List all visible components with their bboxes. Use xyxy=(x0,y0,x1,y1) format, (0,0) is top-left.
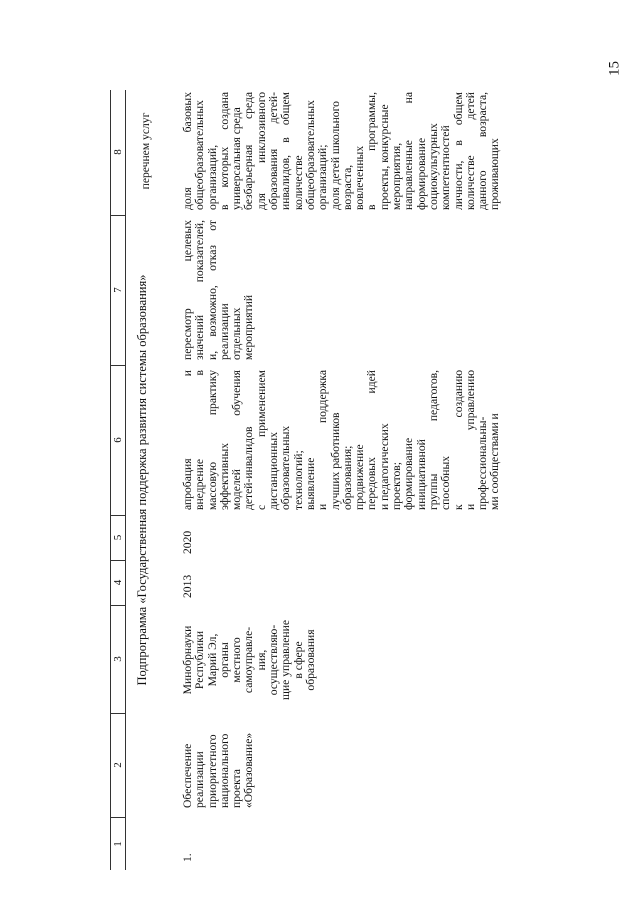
indicator-line: доля детей школьного xyxy=(328,101,342,210)
measure-name-line: «Образование» xyxy=(242,732,256,808)
indicator-line: безбарьерная среда xyxy=(242,92,256,210)
consequences xyxy=(182,220,256,360)
indicators-label: перечнем услуг xyxy=(139,112,152,190)
col-number-7: 7 xyxy=(111,215,125,366)
consequence-line: реализации xyxy=(217,303,231,360)
result-line: профессиональны- xyxy=(476,416,490,510)
indicator-line: мероприятия, xyxy=(390,142,404,210)
col-number-2: 2 xyxy=(111,713,125,818)
subprogram-title: Подпрограмма «Государственная поддержка развития системы образования» xyxy=(135,274,149,686)
indicators xyxy=(182,92,502,210)
indicator-line: доля базовых xyxy=(181,92,194,210)
indicator-line: проекты, конкурсные xyxy=(377,104,391,210)
measure-name-line: проекта xyxy=(230,769,244,808)
executor-line: образования xyxy=(303,629,317,691)
executor-line: Минобрнауки xyxy=(181,625,194,695)
executor-line: в сфере xyxy=(291,641,305,679)
executor-line: органы xyxy=(217,642,231,678)
indicator-line: возраста, xyxy=(340,164,354,210)
indicator-line: количестве детей xyxy=(463,92,477,210)
result-line: и поддержка xyxy=(316,370,330,510)
result-line: моделей обучения xyxy=(230,370,244,510)
executor-line: Республики xyxy=(193,630,207,690)
consequence-line: отдельных xyxy=(230,307,244,360)
indicator-line: организаций, xyxy=(205,144,219,210)
result-line: проектов; xyxy=(390,462,404,510)
result-line: технологий; xyxy=(291,450,305,510)
indicator-line: личности, в общем xyxy=(451,92,465,210)
executor-line: ния, xyxy=(254,649,268,671)
page-number: 15 xyxy=(606,61,623,76)
indicator-line: образования детей- xyxy=(267,92,281,210)
result-line: способных xyxy=(439,455,453,510)
indicator-line: организаций; xyxy=(316,144,330,210)
result-line: передовых идей xyxy=(365,370,379,510)
measure-name xyxy=(182,716,256,808)
row-number: 1. xyxy=(181,853,194,862)
indicator-line: общеобразовательных xyxy=(303,100,317,210)
consequence-line: и, возможно, отказ от xyxy=(205,220,219,360)
indicator-line: направленные на xyxy=(402,92,416,210)
result-line: ми сообществами и xyxy=(488,413,502,510)
executor xyxy=(182,610,317,710)
indicator-line: вовлеченных xyxy=(353,145,367,210)
col-number-8: 8 xyxy=(111,89,125,216)
result-line: и управлению xyxy=(463,370,477,510)
executor-line: осуществляю- xyxy=(267,624,281,696)
result-line: группы педагогов, xyxy=(426,370,440,510)
result-line: внедрение в xyxy=(193,370,207,510)
result-line: массовую практику xyxy=(205,370,219,510)
indicator-line: компетентностей xyxy=(439,125,453,210)
result-line: образования; xyxy=(340,445,354,510)
result-line: образовательных xyxy=(279,425,293,510)
indicator-line: проживающих xyxy=(488,138,502,210)
indicator-line: общеобразовательных xyxy=(193,100,207,210)
result-line: выявление xyxy=(303,457,317,510)
expected-result xyxy=(182,370,502,510)
executor-line: щие управление xyxy=(279,620,293,700)
indicator-line: количестве xyxy=(291,155,305,210)
rotated-table xyxy=(110,90,620,870)
result-line: апробация и xyxy=(181,370,194,510)
result-line: инициативной xyxy=(414,439,428,510)
result-line: продвижение xyxy=(353,444,367,510)
measure-name-line: Обеспечение xyxy=(181,743,194,808)
result-line: к созданию xyxy=(451,370,465,510)
result-line: лучших работников xyxy=(328,412,342,510)
result-line: эффективных xyxy=(217,442,231,510)
indicator-line: для инклюзивного xyxy=(254,92,268,210)
result-line: и педагогических xyxy=(377,423,391,510)
executor-line: Марий Эл, xyxy=(205,633,219,687)
indicator-line: в программы, xyxy=(365,92,379,210)
indicator-line: формирование xyxy=(414,137,428,210)
measure-name-line: реализации xyxy=(193,751,207,808)
consequence-line: пересмотр целевых xyxy=(181,220,194,360)
result-line: детей-инвалидов xyxy=(242,426,256,510)
start-year: 2013 xyxy=(181,574,194,598)
indicator-line: социокультурных xyxy=(426,123,440,210)
result-line: с применением xyxy=(254,370,268,510)
col-number-5: 5 xyxy=(111,515,125,561)
col-number-3: 3 xyxy=(111,605,125,714)
indicator-line: инвалидов, в общем xyxy=(279,92,293,210)
consequence-line: значений показателей, xyxy=(193,220,207,360)
indicator-line: универсальная среда xyxy=(230,107,244,210)
executor-line: самоуправле- xyxy=(242,626,256,694)
measure-name-line: приоритетного xyxy=(205,734,219,808)
col-number-1: 1 xyxy=(112,841,124,847)
result-line: дистанционных xyxy=(267,431,281,510)
col-number-6: 6 xyxy=(111,365,125,516)
end-year: 2020 xyxy=(181,530,194,554)
consequence-line: мероприятий xyxy=(242,294,256,360)
indicator-line: в которых создана xyxy=(217,92,231,210)
measure-name-line: национального xyxy=(217,733,231,808)
indicator-line: данного возраста, xyxy=(476,92,490,210)
executor-line: местного xyxy=(230,637,244,683)
column-number-row xyxy=(110,90,126,870)
result-line: формирование xyxy=(402,437,416,510)
col-number-4: 4 xyxy=(111,560,125,606)
